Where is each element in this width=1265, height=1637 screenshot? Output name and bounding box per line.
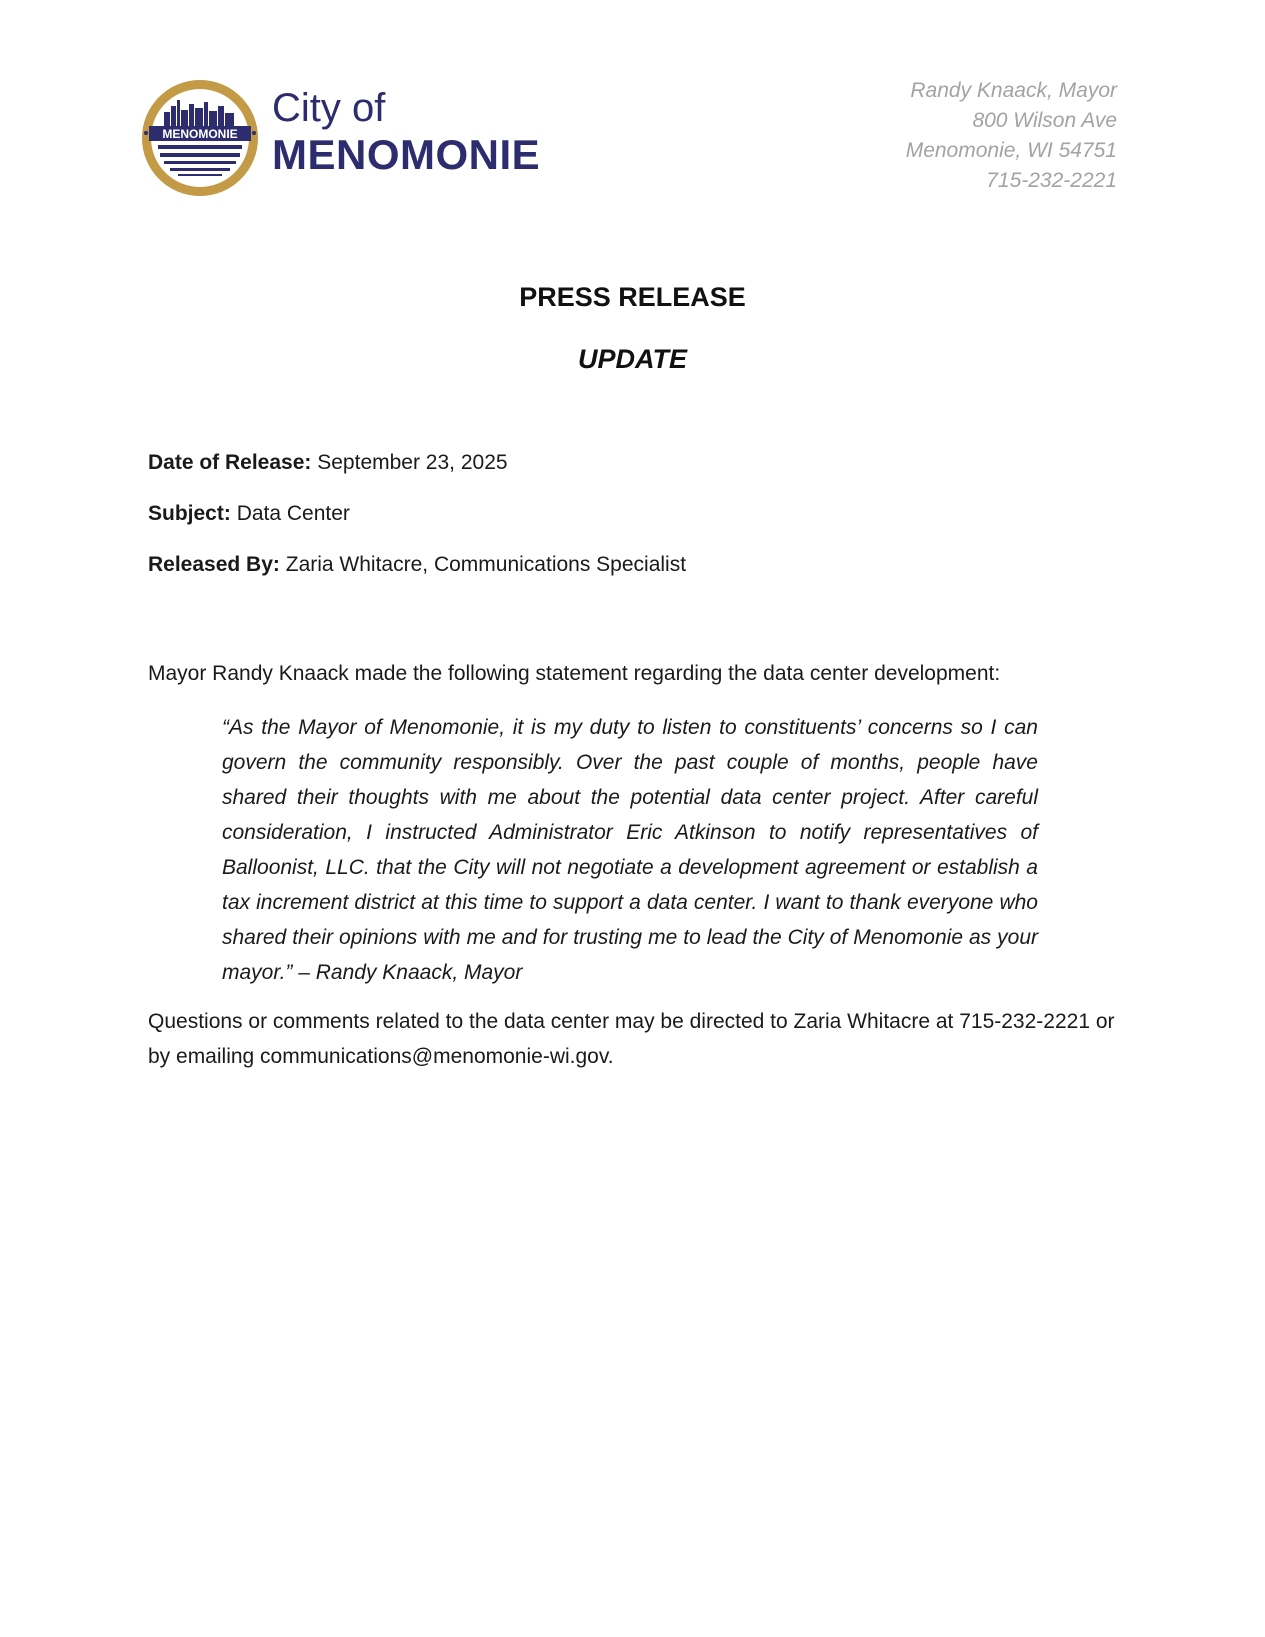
released-by-value: Zaria Whitacre, Communications Specialist (285, 553, 687, 576)
page-subtitle: UPDATE (577, 344, 687, 374)
city-name-line1: City of (272, 86, 386, 130)
contact-city: Menomonie, WI 54751 (905, 139, 1117, 162)
release-date (148, 451, 508, 475)
city-name (272, 88, 540, 176)
mayor-quote: “As the Mayor of Menomonie, it is my duty to listen to constituents’ concerns so I can govern the community responsibly. Over the past couple of months, people have shared their thoughts with me about the potential data center project. After careful consideration, I instructed Administrator Eric Atkinson to notify representatives of Balloonist, LLC. that the City will not negotiate a development agreement or establish a tax increment district at this time to support a data center. I want to thank everyone who shared their opinions with me and for trusting me to lead the City of Menomonie as your mayor.” – Randy Knaack, Mayor (222, 716, 1038, 984)
released-by (148, 553, 686, 577)
contact-info-paragraph: Questions or comments related to the data center may be directed to Zaria Whitacre at 715-232-2221 or by emailing communications@menomonie-wi.gov. (148, 1010, 1115, 1068)
contact-block (906, 76, 1117, 196)
release-date-value: September 23, 2025 (317, 451, 508, 474)
contact-phone: 715-232-2221 (986, 169, 1117, 192)
release-date-label: Date of Release: (148, 451, 312, 474)
release-subject-value: Data Center (236, 502, 350, 525)
release-subject-label: Subject: (148, 502, 231, 525)
contact-address: 800 Wilson Ave (972, 109, 1117, 132)
city-seal-logo (140, 78, 260, 198)
release-subject (148, 502, 350, 526)
released-by-label: Released By: (148, 553, 280, 576)
statement-intro: Mayor Randy Knaack made the following statement regarding the data center development: (148, 662, 1001, 685)
page-title: PRESS RELEASE (519, 282, 746, 312)
logo-banner-text: MENOMONIE (162, 127, 238, 141)
city-name-line2: MENOMONIE (272, 131, 541, 178)
contact-name: Randy Knaack, Mayor (910, 79, 1117, 102)
